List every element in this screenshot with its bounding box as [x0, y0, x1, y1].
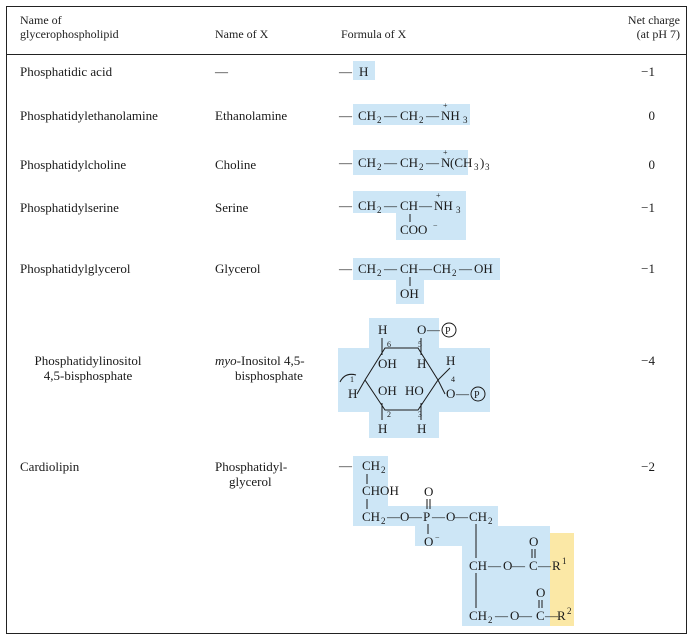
atom-h: H [378, 322, 388, 337]
subscript: 3 [456, 205, 461, 215]
bond-dash: — [456, 386, 469, 401]
atom-ch: CH [469, 558, 488, 573]
atom-oh: OH [378, 356, 397, 371]
atom-nh: NH [441, 108, 460, 123]
atom-oh: OH [474, 261, 493, 276]
bond-dash: — [419, 198, 432, 213]
row-charge: 0 [648, 108, 655, 123]
row-name: 4,5-bisphosphate [43, 368, 133, 383]
header-name-line2: glycerophospholipid [20, 27, 119, 41]
phosphate-p: P [445, 326, 451, 337]
bond-dash: — [409, 509, 422, 524]
bond-dash: — [538, 558, 551, 573]
atom-o: O [510, 608, 520, 623]
atom-o: O [503, 558, 513, 573]
atom-ch: CH [469, 509, 488, 524]
row-x-name: Ethanolamine [215, 108, 288, 123]
bond-dash: — [384, 108, 397, 123]
row-x-name: Choline [215, 157, 257, 172]
atom-choh: CHOH [362, 483, 399, 498]
header-formula-x: Formula of X [341, 27, 407, 41]
atom-o: O [424, 484, 434, 499]
bond-dash: — [339, 108, 352, 123]
phosphate-p: P [474, 390, 480, 401]
atom-ch: CH [362, 509, 381, 524]
atom-p: P [423, 509, 431, 524]
row-x-name: Phosphatidyl- [215, 459, 288, 474]
row-x-name: glycerol [229, 474, 272, 489]
ring-number: 3 [418, 410, 422, 419]
atom-o: O [424, 534, 434, 549]
subscript: 2 [419, 115, 424, 125]
atom-ch: CH [433, 261, 452, 276]
atom-ch: CH [358, 198, 377, 213]
bond-dash: — [512, 558, 525, 573]
atom-ch: CH [400, 198, 419, 213]
bond-dash: — [339, 64, 352, 79]
charge-plus: + [443, 148, 448, 157]
atom-ch: CH [358, 108, 377, 123]
row-x-name: bisphosphate [235, 368, 303, 383]
subscript: 2 [488, 615, 493, 625]
row-charge: −1 [641, 261, 655, 276]
subscript: 2 [377, 268, 382, 278]
subscript: 3 [474, 162, 479, 172]
subscript: 3 [463, 115, 468, 125]
paren: ) [480, 155, 485, 170]
row-x-name: — [215, 64, 228, 79]
row-name: Phosphatidylcholine [20, 157, 127, 172]
charge-plus: + [436, 191, 441, 200]
bond-dash: — [459, 261, 472, 276]
ring-number: 4 [451, 375, 455, 384]
atom-o: O [446, 509, 456, 524]
atom-ch: CH [400, 155, 419, 170]
row-x-name: Serine [215, 200, 249, 215]
bond-dash: — [384, 155, 397, 170]
bond-dash: — [339, 198, 352, 213]
subscript: 2 [419, 162, 424, 172]
row-charge: 0 [648, 157, 655, 172]
header-name-x: Name of X [215, 27, 269, 41]
row-name: Phosphatidylserine [20, 200, 119, 215]
bond-dash: — [495, 608, 508, 623]
subscript: 2 [452, 268, 457, 278]
header-name-line1: Name of [20, 13, 62, 27]
bond-dash: — [519, 608, 532, 623]
atom-h: H [446, 353, 456, 368]
charge-minus: − [435, 533, 440, 542]
row-name: Phosphatidylinositol [34, 353, 142, 368]
subscript: 2 [377, 205, 382, 215]
atom-c: C [536, 608, 545, 623]
atom-nh: NH [434, 198, 453, 213]
bond-dash: — [339, 261, 352, 276]
row-charge: −1 [641, 200, 655, 215]
atom-ch: CH [400, 261, 419, 276]
atom-ch: CH [358, 155, 377, 170]
bond-dash: — [488, 558, 501, 573]
atom-ho: HO [405, 383, 424, 398]
atom-h: H [378, 421, 388, 436]
superscript: 1 [562, 556, 567, 566]
atom-c: C [529, 558, 538, 573]
ring-number: 5 [418, 340, 422, 349]
subscript: 3 [485, 162, 490, 172]
atom-ch: CH [362, 458, 381, 473]
subscript: 2 [381, 465, 386, 475]
bond-dash: — [387, 509, 400, 524]
bond-dash: — [432, 509, 445, 524]
atom-oh: OH [400, 286, 419, 301]
row-name: Phosphatidylglycerol [20, 261, 131, 276]
atom-h: H [417, 421, 427, 436]
atom-o: O [536, 585, 546, 600]
bond-dash: — [455, 509, 468, 524]
bond-dash: — [427, 322, 440, 337]
ring-number: 6 [387, 340, 391, 349]
atom-o: O [417, 322, 427, 337]
bond-dash: — [419, 261, 432, 276]
row-charge: −2 [641, 459, 655, 474]
superscript: 2 [567, 606, 572, 616]
atom-coo: COO [400, 222, 428, 237]
row-charge: −4 [641, 353, 655, 368]
atom-ch: CH [469, 608, 488, 623]
charge-plus: + [443, 101, 448, 110]
atom-r: R [557, 608, 566, 623]
bond-dash: — [384, 198, 397, 213]
subscript: 2 [377, 162, 382, 172]
header-charge-line1: Net charge [627, 13, 680, 27]
ring-number: 2 [387, 410, 391, 419]
atom-h: H [417, 356, 427, 371]
header-charge-line2: (at pH 7) [636, 27, 680, 41]
bond-dash: — [339, 155, 352, 170]
atom-h: H [359, 64, 369, 79]
atom-o: O [446, 386, 456, 401]
atom-h: H [348, 386, 358, 401]
highlight-regions [338, 61, 574, 626]
bond-dash: — [384, 261, 397, 276]
subscript: 2 [377, 115, 382, 125]
atom-o: O [529, 534, 539, 549]
row-charge: −1 [641, 64, 655, 79]
row-x-name: Glycerol [215, 261, 261, 276]
atom-oh: OH [378, 383, 397, 398]
bond-dash: — [545, 608, 558, 623]
charge-minus: − [433, 221, 438, 230]
row-name: Cardiolipin [20, 459, 80, 474]
bond-dash: — [339, 458, 352, 473]
atom-ch: CH [358, 261, 377, 276]
bond-dash: — [426, 155, 439, 170]
atom-o: O [400, 509, 410, 524]
atom-r: R [552, 558, 561, 573]
row-x-name: myo-Inositol 4,5- [215, 353, 305, 368]
subscript: 2 [488, 516, 493, 526]
row-name: Phosphatidic acid [20, 64, 113, 79]
row-name: Phosphatidylethanolamine [20, 108, 158, 123]
bond-dash: — [426, 108, 439, 123]
atom-ch: (CH [450, 155, 473, 170]
ring-number: 1 [350, 375, 354, 384]
atom-n: N [441, 155, 451, 170]
subscript: 2 [381, 516, 386, 526]
atom-ch: CH [400, 108, 419, 123]
